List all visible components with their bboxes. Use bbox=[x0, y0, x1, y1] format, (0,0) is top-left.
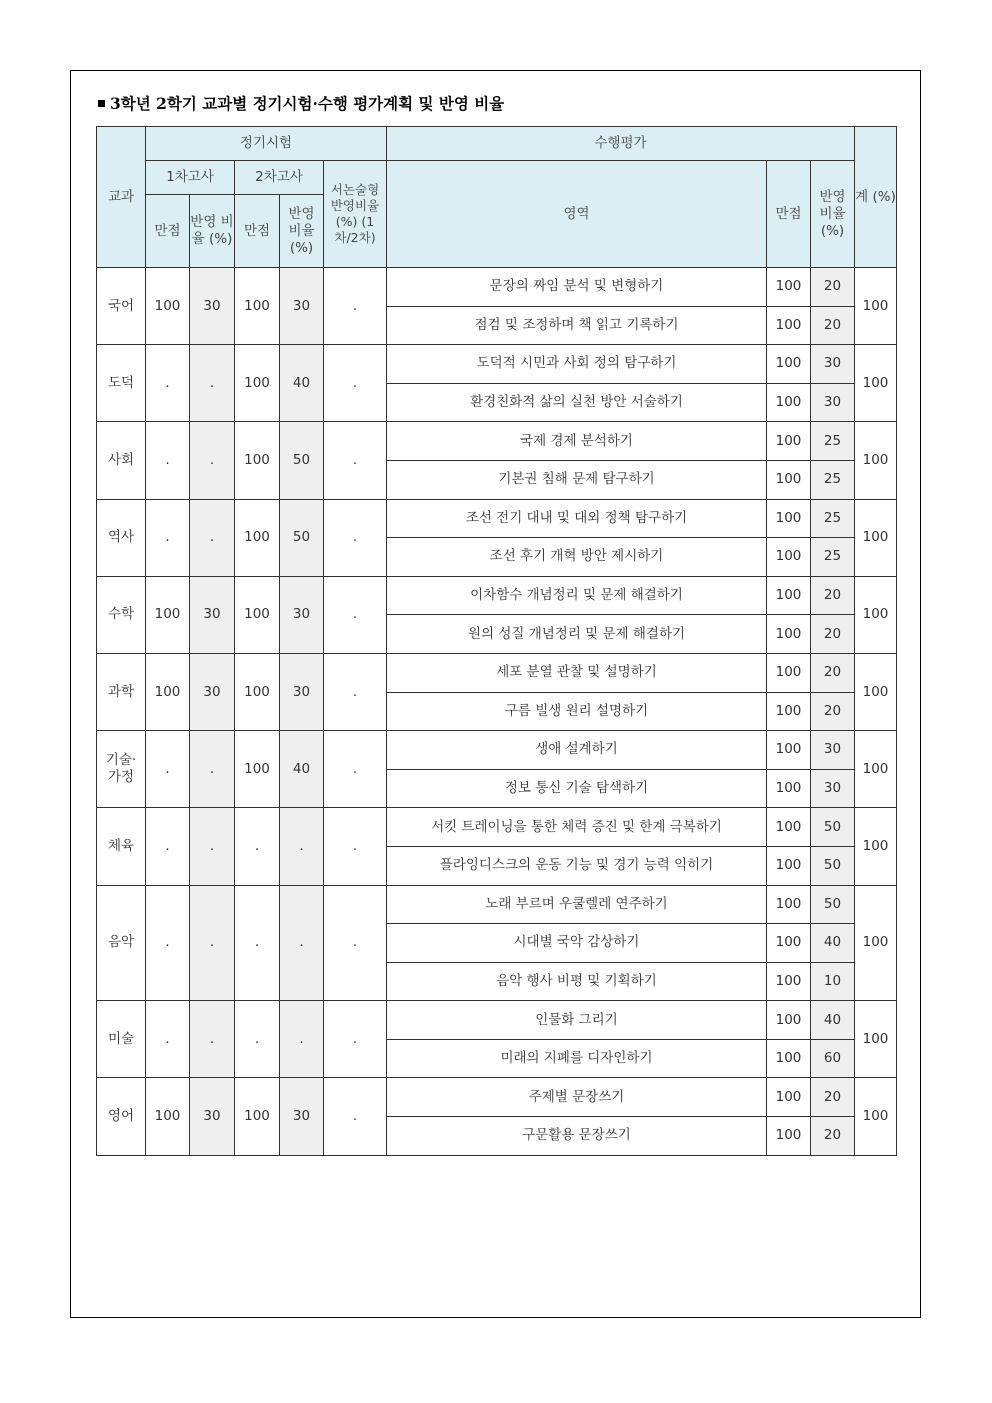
header-perf-ratio: 반영 비율 (%) bbox=[811, 161, 855, 268]
performance-area: 구름 빌생 원리 설명하기 bbox=[387, 692, 767, 731]
exam1-full-score: . bbox=[146, 1001, 190, 1078]
header-subject: 교과 bbox=[97, 127, 146, 268]
essay-ratio: . bbox=[324, 576, 387, 653]
page-title bbox=[98, 92, 504, 114]
performance-full-score: 100 bbox=[767, 268, 811, 307]
exam2-full-score: 100 bbox=[235, 268, 280, 345]
exam2-ratio: . bbox=[280, 1001, 324, 1078]
exam2-full-score: 100 bbox=[235, 653, 280, 730]
total-percent: 100 bbox=[855, 731, 897, 808]
exam1-ratio: . bbox=[190, 499, 235, 576]
exam1-ratio: 30 bbox=[190, 1078, 235, 1155]
performance-area: 인물화 그리기 bbox=[387, 1001, 767, 1040]
performance-area: 플라잉디스크의 운동 기능 및 경기 능력 익히기 bbox=[387, 846, 767, 885]
essay-ratio: . bbox=[324, 345, 387, 422]
performance-full-score: 100 bbox=[767, 962, 811, 1001]
essay-ratio: . bbox=[324, 885, 387, 1001]
performance-full-score: 100 bbox=[767, 924, 811, 963]
exam2-ratio: 50 bbox=[280, 499, 324, 576]
exam2-ratio: 40 bbox=[280, 345, 324, 422]
header-area: 영역 bbox=[387, 161, 767, 268]
performance-full-score: 100 bbox=[767, 1078, 811, 1117]
exam1-full-score: . bbox=[146, 731, 190, 808]
performance-full-score: 100 bbox=[767, 846, 811, 885]
table-row bbox=[97, 1001, 897, 1040]
performance-ratio: 30 bbox=[811, 731, 855, 770]
subject-name: 체육 bbox=[97, 808, 146, 885]
performance-full-score: 100 bbox=[767, 499, 811, 538]
performance-area: 조선 후기 개혁 방안 제시하기 bbox=[387, 538, 767, 577]
exam2-ratio: . bbox=[280, 808, 324, 885]
header-essay-ratio: 서논술형 반영비율 (%) (1차/2차) bbox=[324, 161, 387, 268]
performance-area: 미래의 지폐를 디자인하기 bbox=[387, 1039, 767, 1078]
performance-area: 주제별 문장쓰기 bbox=[387, 1078, 767, 1117]
header-exam1-ratio: 반영 비율 (%) bbox=[190, 195, 235, 268]
total-percent: 100 bbox=[855, 808, 897, 885]
exam1-full-score: . bbox=[146, 422, 190, 499]
table-row bbox=[97, 731, 897, 770]
performance-ratio: 30 bbox=[811, 383, 855, 422]
performance-area: 생애 설계하기 bbox=[387, 731, 767, 770]
performance-ratio: 25 bbox=[811, 422, 855, 461]
essay-ratio: . bbox=[324, 1078, 387, 1155]
performance-area: 이차함수 개념정리 및 문제 해결하기 bbox=[387, 576, 767, 615]
total-percent: 100 bbox=[855, 422, 897, 499]
subject-name: 도덕 bbox=[97, 345, 146, 422]
performance-area: 구문활용 문장쓰기 bbox=[387, 1117, 767, 1156]
exam2-ratio: 30 bbox=[280, 268, 324, 345]
performance-ratio: 20 bbox=[811, 1078, 855, 1117]
performance-ratio: 25 bbox=[811, 538, 855, 577]
performance-ratio: 60 bbox=[811, 1039, 855, 1078]
exam1-ratio: . bbox=[190, 1001, 235, 1078]
essay-ratio: . bbox=[324, 731, 387, 808]
table-row bbox=[97, 422, 897, 461]
total-percent: 100 bbox=[855, 1001, 897, 1078]
performance-ratio: 40 bbox=[811, 924, 855, 963]
assessment-plan-table bbox=[96, 126, 897, 1156]
performance-area: 점검 및 조정하며 책 읽고 기록하기 bbox=[387, 306, 767, 345]
total-percent: 100 bbox=[855, 499, 897, 576]
performance-ratio: 20 bbox=[811, 576, 855, 615]
subject-name: 수학 bbox=[97, 576, 146, 653]
subject-name: 역사 bbox=[97, 499, 146, 576]
exam2-full-score: 100 bbox=[235, 345, 280, 422]
table-row bbox=[97, 653, 897, 692]
performance-full-score: 100 bbox=[767, 1117, 811, 1156]
performance-ratio: 20 bbox=[811, 615, 855, 654]
performance-ratio: 50 bbox=[811, 808, 855, 847]
header-exam2-full: 만점 bbox=[235, 195, 280, 268]
total-percent: 100 bbox=[855, 653, 897, 730]
exam2-full-score: 100 bbox=[235, 1078, 280, 1155]
table-row bbox=[97, 885, 897, 924]
table-row bbox=[97, 499, 897, 538]
performance-area: 문장의 짜임 분석 및 변형하기 bbox=[387, 268, 767, 307]
table-row bbox=[97, 808, 897, 847]
performance-ratio: 30 bbox=[811, 345, 855, 384]
performance-area: 세포 분열 관찰 및 설명하기 bbox=[387, 653, 767, 692]
performance-area: 서킷 트레이닝을 통한 체력 증진 및 한계 극복하기 bbox=[387, 808, 767, 847]
performance-full-score: 100 bbox=[767, 692, 811, 731]
performance-full-score: 100 bbox=[767, 885, 811, 924]
performance-area: 원의 성질 개념정리 및 문제 해결하기 bbox=[387, 615, 767, 654]
exam2-ratio: 30 bbox=[280, 653, 324, 730]
exam2-full-score: 100 bbox=[235, 499, 280, 576]
exam2-full-score: 100 bbox=[235, 731, 280, 808]
square-bullet-icon bbox=[98, 100, 105, 107]
exam2-full-score: . bbox=[235, 808, 280, 885]
performance-full-score: 100 bbox=[767, 460, 811, 499]
total-percent: 100 bbox=[855, 576, 897, 653]
performance-ratio: 20 bbox=[811, 1117, 855, 1156]
header-exam2-ratio: 반영 비율 (%) bbox=[280, 195, 324, 268]
exam1-ratio: . bbox=[190, 885, 235, 1001]
exam2-ratio: 30 bbox=[280, 1078, 324, 1155]
total-percent: 100 bbox=[855, 345, 897, 422]
exam1-full-score: . bbox=[146, 885, 190, 1001]
total-percent: 100 bbox=[855, 1078, 897, 1155]
performance-ratio: 25 bbox=[811, 460, 855, 499]
performance-ratio: 25 bbox=[811, 499, 855, 538]
exam2-full-score: 100 bbox=[235, 576, 280, 653]
table-row bbox=[97, 576, 897, 615]
exam2-ratio: . bbox=[280, 885, 324, 1001]
exam1-full-score: 100 bbox=[146, 653, 190, 730]
performance-full-score: 100 bbox=[767, 538, 811, 577]
performance-area: 조선 전기 대내 및 대외 정책 탐구하기 bbox=[387, 499, 767, 538]
subject-name: 사회 bbox=[97, 422, 146, 499]
exam1-full-score: 100 bbox=[146, 268, 190, 345]
header-regular-exam: 정기시험 bbox=[146, 127, 387, 161]
essay-ratio: . bbox=[324, 653, 387, 730]
performance-area: 음악 행사 비평 및 기획하기 bbox=[387, 962, 767, 1001]
essay-ratio: . bbox=[324, 1001, 387, 1078]
performance-full-score: 100 bbox=[767, 383, 811, 422]
performance-ratio: 20 bbox=[811, 653, 855, 692]
performance-area: 환경친화적 삶의 실천 방안 서술하기 bbox=[387, 383, 767, 422]
header-exam1-full: 만점 bbox=[146, 195, 190, 268]
exam1-full-score: . bbox=[146, 345, 190, 422]
performance-area: 도덕적 시민과 사회 정의 탐구하기 bbox=[387, 345, 767, 384]
exam1-ratio: . bbox=[190, 422, 235, 499]
performance-full-score: 100 bbox=[767, 345, 811, 384]
exam2-ratio: 40 bbox=[280, 731, 324, 808]
performance-full-score: 100 bbox=[767, 653, 811, 692]
header-performance: 수행평가 bbox=[387, 127, 855, 161]
header-exam1: 1차고사 bbox=[146, 161, 235, 195]
table-row bbox=[97, 268, 897, 307]
exam2-full-score: . bbox=[235, 1001, 280, 1078]
essay-ratio: . bbox=[324, 268, 387, 345]
performance-full-score: 100 bbox=[767, 731, 811, 770]
header-total: 계 (%) bbox=[855, 127, 897, 268]
subject-name: 음악 bbox=[97, 885, 146, 1001]
performance-area: 노래 부르며 우쿨렐레 연주하기 bbox=[387, 885, 767, 924]
performance-ratio: 20 bbox=[811, 306, 855, 345]
exam1-full-score: 100 bbox=[146, 1078, 190, 1155]
performance-full-score: 100 bbox=[767, 615, 811, 654]
essay-ratio: . bbox=[324, 808, 387, 885]
subject-name: 기술·가정 bbox=[97, 731, 146, 808]
exam1-ratio: . bbox=[190, 731, 235, 808]
exam1-ratio: 30 bbox=[190, 268, 235, 345]
performance-ratio: 10 bbox=[811, 962, 855, 1001]
performance-area: 국제 경제 분석하기 bbox=[387, 422, 767, 461]
performance-area: 정보 통신 기술 탐색하기 bbox=[387, 769, 767, 808]
performance-full-score: 100 bbox=[767, 422, 811, 461]
performance-area: 시대별 국악 감상하기 bbox=[387, 924, 767, 963]
exam1-full-score: . bbox=[146, 808, 190, 885]
subject-name: 과학 bbox=[97, 653, 146, 730]
performance-ratio: 50 bbox=[811, 846, 855, 885]
exam2-full-score: 100 bbox=[235, 422, 280, 499]
exam1-ratio: 30 bbox=[190, 576, 235, 653]
performance-ratio: 30 bbox=[811, 769, 855, 808]
performance-full-score: 100 bbox=[767, 576, 811, 615]
title-text: 3학년 2학기 교과별 정기시험·수행 평가계획 및 반영 비율 bbox=[110, 94, 505, 113]
subject-name: 미술 bbox=[97, 1001, 146, 1078]
header-perf-full: 만점 bbox=[767, 161, 811, 268]
performance-full-score: 100 bbox=[767, 1001, 811, 1040]
header-exam2: 2차고사 bbox=[235, 161, 324, 195]
exam1-ratio: . bbox=[190, 345, 235, 422]
essay-ratio: . bbox=[324, 422, 387, 499]
performance-full-score: 100 bbox=[767, 306, 811, 345]
subject-name: 국어 bbox=[97, 268, 146, 345]
total-percent: 100 bbox=[855, 268, 897, 345]
exam1-full-score: . bbox=[146, 499, 190, 576]
performance-ratio: 50 bbox=[811, 885, 855, 924]
table-row bbox=[97, 345, 897, 384]
exam2-ratio: 50 bbox=[280, 422, 324, 499]
exam1-ratio: . bbox=[190, 808, 235, 885]
performance-ratio: 20 bbox=[811, 268, 855, 307]
essay-ratio: . bbox=[324, 499, 387, 576]
subject-name: 영어 bbox=[97, 1078, 146, 1155]
exam2-full-score: . bbox=[235, 885, 280, 1001]
table-row bbox=[97, 1078, 897, 1117]
exam1-full-score: 100 bbox=[146, 576, 190, 653]
performance-area: 기본권 침해 문제 탐구하기 bbox=[387, 460, 767, 499]
performance-full-score: 100 bbox=[767, 769, 811, 808]
performance-ratio: 40 bbox=[811, 1001, 855, 1040]
performance-ratio: 20 bbox=[811, 692, 855, 731]
exam2-ratio: 30 bbox=[280, 576, 324, 653]
total-percent: 100 bbox=[855, 885, 897, 1001]
performance-full-score: 100 bbox=[767, 808, 811, 847]
performance-full-score: 100 bbox=[767, 1039, 811, 1078]
exam1-ratio: 30 bbox=[190, 653, 235, 730]
